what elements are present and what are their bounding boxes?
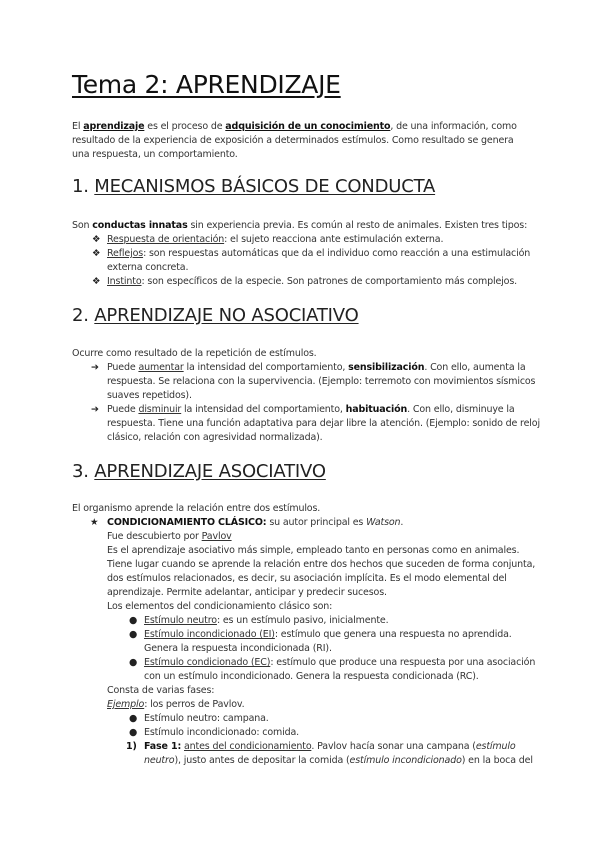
diamond-bullet-icon: ❖ — [92, 276, 101, 287]
lead-term: conductas innatas — [92, 220, 188, 231]
phase-term: antes del condicionamiento — [183, 741, 312, 752]
intro-paragraph — [72, 120, 532, 162]
bullet-icon: ● — [129, 657, 138, 668]
intro-text: , de una información, como resultado de la experiencia de exposición a determinados estímulos. Como resultado se genera una respuesta, un comportamiento. — [72, 121, 517, 160]
list-item-term: disminuir — [138, 404, 182, 415]
phase-italic-term: estímulo neutro — [144, 741, 516, 766]
section-3-heading — [72, 461, 326, 482]
arrow-bullet-icon: ➔ — [91, 362, 99, 373]
discovery-text: Fue descubierto por — [107, 531, 202, 542]
list-item — [107, 275, 547, 289]
list-item-term: Estímulo condicionado (EC) — [144, 657, 271, 668]
list-item-text: : estímulo que produce una respuesta por una asociación con un estímulo incondicionado. Genera la respuesta condicionada (RC). — [144, 657, 536, 682]
lead-text: sin experiencia previa. Es común al resto de animales. Existen tres tipos: — [187, 220, 528, 231]
list-item-text: : es un estímulo pasivo, inicialmente. — [216, 615, 389, 626]
bullet-icon: ● — [129, 727, 138, 738]
lead-text: Son — [72, 220, 93, 231]
section-2-lead: Ocurre como resultado de la repetición de estímulos. — [72, 348, 317, 359]
list-item-term: aumentar — [138, 362, 184, 373]
list-item — [107, 361, 547, 403]
example-text: : los perros de Pavlov. — [144, 699, 245, 710]
list-item-text: : son respuestas automáticas que da el individuo como reacción a una estimulación externa concreta. — [107, 248, 531, 273]
diamond-bullet-icon: ❖ — [92, 248, 101, 259]
classical-conditioning-text: su autor principal es — [266, 517, 367, 528]
section-2-title: APRENDIZAJE NO ASOCIATIVO — [94, 305, 359, 326]
list-item: Estímulo neutro: campana. — [144, 713, 269, 724]
page-title: Tema 2: APRENDIZAJE — [72, 70, 341, 99]
phase-text: ), justo antes de depositar la comida ( — [174, 755, 350, 766]
list-item-text: la intensidad del comportamiento, — [181, 404, 346, 415]
phase-number: 1) — [126, 741, 137, 752]
list-item-text: la intensidad del comportamiento, — [183, 362, 349, 373]
example-label: Ejemplo — [107, 699, 145, 710]
phase-1-text — [144, 740, 544, 768]
list-item — [107, 247, 547, 275]
section-3-title: APRENDIZAJE ASOCIATIVO — [94, 461, 326, 482]
section-2-heading — [72, 305, 359, 326]
bullet-icon: ● — [129, 629, 138, 640]
list-item — [144, 656, 544, 684]
phases-lead: Consta de varias fases: — [107, 685, 215, 696]
bullet-icon: ● — [129, 615, 138, 626]
phase-label: Fase 1: — [144, 741, 182, 752]
list-item-text: : estímulo que genera una respuesta no aprendida. Genera la respuesta incondicionada (RI). — [144, 629, 512, 654]
section-1-number: 1. — [72, 176, 95, 197]
list-item-term: Respuesta de orientación — [107, 234, 225, 245]
list-item-term: Reflejos — [107, 248, 144, 259]
list-item-term: Instinto — [107, 276, 142, 287]
list-item-term: Estímulo incondicionado (EI) — [144, 629, 275, 640]
list-item-text: : son específicos de la especie. Son patrones de comportamiento más complejos. — [141, 276, 518, 287]
section-2-number: 2. — [72, 305, 95, 326]
intro-text: El — [72, 121, 84, 132]
elements-lead: Los elementos del condicionamiento clásico son: — [107, 601, 333, 612]
list-item — [144, 628, 544, 656]
list-item-term: habituación — [345, 404, 408, 415]
list-item-text: : el sujeto reacciona ante estimulación externa. — [224, 234, 444, 245]
classical-conditioning-heading — [107, 516, 547, 530]
phase-text: ) en la boca del — [461, 755, 533, 766]
list-item — [107, 403, 547, 445]
list-item-term: sensibilización — [348, 362, 425, 373]
phase-text: . Pavlov hacía sonar una campana ( — [311, 741, 476, 752]
intro-term-adquisicion: adquisición de un conocimiento — [225, 121, 391, 132]
list-item-text: Puede — [107, 404, 139, 415]
classical-conditioning-author: Watson — [366, 517, 401, 528]
list-item-text: . Con ello, disminuye la respuesta. Tiene una función adaptativa para dejar libre la atención. (Ejemplo: sonido de reloj clásico, relación con agresividad normalizada). — [107, 404, 540, 443]
intro-text: es el proceso de — [144, 121, 226, 132]
list-item-text: . Con ello, aumenta la respuesta. Se relaciona con la supervivencia. (Ejemplo: terremoto con movimientos sísmicos suaves repetidos). — [107, 362, 536, 401]
list-item-text: Puede — [107, 362, 139, 373]
list-item: Estímulo incondicionado: comida. — [144, 727, 300, 738]
discovery-author: Pavlov — [201, 531, 232, 542]
list-item — [107, 233, 547, 247]
section-1-lead — [72, 219, 532, 233]
discovery-line — [107, 530, 547, 544]
arrow-bullet-icon: ➔ — [91, 404, 99, 415]
example-line — [107, 698, 547, 712]
section-3-lead: El organismo aprende la relación entre dos estímulos. — [72, 503, 321, 514]
diamond-bullet-icon: ❖ — [92, 234, 101, 245]
section-1-title: MECANISMOS BÁSICOS DE CONDUCTA — [94, 176, 436, 197]
classical-conditioning-description: Es el aprendizaje asociativo más simple, empleado tanto en personas como en animales. Tiene lugar cuando se aprende la relación entre dos hechos que suceden de forma conjunta, dos estímulos relacionados, es decir, su asociación implícita. Es el modo elemental del aprendizaje. Permite adelantar, anticipar y predecir sucesos. — [107, 545, 536, 598]
section-3-number: 3. — [72, 461, 95, 482]
list-item — [144, 614, 544, 628]
section-1-heading — [72, 176, 435, 197]
star-bullet-icon: ★ — [90, 517, 99, 528]
intro-term-aprendizaje: aprendizaje — [83, 121, 145, 132]
classical-conditioning-label: CONDICIONAMIENTO CLÁSICO: — [107, 517, 267, 528]
phase-italic-term: estímulo incondicionado — [349, 755, 462, 766]
list-item-term: Estímulo neutro — [144, 615, 217, 626]
bullet-icon: ● — [129, 713, 138, 724]
classical-conditioning-text: . — [400, 517, 404, 528]
